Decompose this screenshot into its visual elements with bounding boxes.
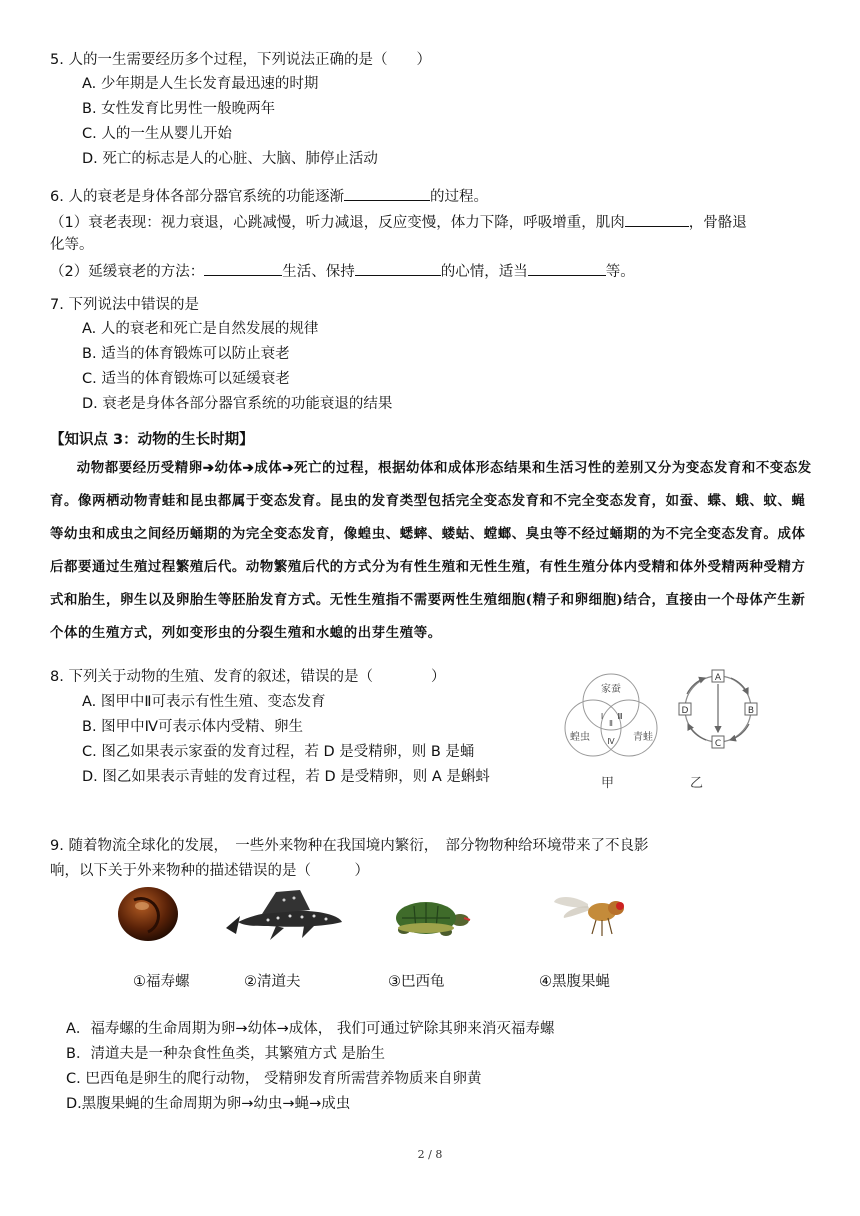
q6-line2-text-a: （2）延缓衰老的方法： [50, 264, 205, 280]
q5-option-d: D. 死亡的标志是人的心脏、大脑、肺停止活动 [82, 151, 378, 167]
venn-diagram [555, 668, 670, 768]
q7-option-b: B. 适当的体育锻炼可以防止衰老 [82, 346, 290, 362]
answer-blank [625, 211, 689, 227]
q7-option-a: A. 人的衰老和死亡是自然发展的规律 [82, 321, 319, 337]
q6-line2 [50, 260, 635, 282]
q8-stem: 8. 下列关于动物的生殖、发育的叙述，错误的是（ ） [50, 669, 446, 685]
caption-fruit-fly: ④黑腹果蝇 [539, 974, 610, 990]
q9-option-b: B．清道夫是一种杂食性鱼类，其繁殖方式 是胎生 [66, 1046, 386, 1062]
q8-option-c: C. 图乙如果表示家蚕的发育过程，若 D 是受精卵，则 B 是蛹 [82, 744, 475, 760]
red-eared-slider-turtle-image [384, 892, 472, 944]
venn-region-4: Ⅳ [607, 737, 615, 746]
caption-turtle: ③巴西龟 [388, 974, 445, 990]
pleco-fish-image [218, 886, 348, 946]
answer-blank [528, 260, 606, 276]
q8-option-a: A. 图甲中Ⅱ可表示有性生殖、变态发育 [82, 694, 326, 710]
q5-option-c: C. 人的一生从婴儿开始 [82, 126, 232, 142]
q5-stem: 5. 人的一生需要经历多个过程，下列说法正确的是（ ） [50, 52, 431, 68]
q9-option-c: C. 巴西龟是卵生的爬行动物， 受精卵发育所需营养物质来自卵黄 [66, 1071, 482, 1087]
fruit-fly-image [552, 884, 636, 944]
q8-option-d: D. 图乙如果表示青蛙的发育过程，若 D 是受精卵，则 A 是蝌蚪 [82, 769, 490, 785]
venn-region-2: Ⅱ [609, 719, 613, 728]
q6-stem [50, 185, 488, 207]
q7-option-d: D. 衰老是身体各部分器官系统的功能衰退的结果 [82, 396, 393, 412]
cycle-node-c: C [714, 739, 722, 749]
venn-label-right: 青蛙 [633, 732, 653, 743]
knowledge-point-title: 【知识点 3：动物的生长时期】 [50, 432, 254, 448]
caption-apple-snail: ①福寿螺 [133, 974, 190, 990]
q9-option-d: D.黑腹果蝇的生命周期为卵→幼虫→蝇→成虫 [66, 1096, 351, 1112]
cycle-node-d: D [681, 706, 689, 716]
apple-snail-image [112, 884, 182, 946]
q6-line1-text-a: （1）衰老表现：视力衰退，心跳减慢，听力减退，反应变慢，体力下降，呼吸增重，肌肉 [50, 215, 625, 231]
q6-line1-text-b: ，骨骼退 [688, 215, 747, 231]
venn-region-3: Ⅲ [617, 712, 623, 721]
q6-line2-text-c: 的心情，适当 [440, 264, 528, 280]
figure-label-yi: 乙 [690, 776, 704, 791]
q5-option-b: B. 女性发育比男性一般晚两年 [82, 101, 276, 117]
figure-label-jia: 甲 [601, 776, 615, 791]
q9-stem-line2: 响，以下关于外来物种的描述错误的是（ ） [50, 863, 369, 879]
venn-region-1: Ⅰ [600, 712, 604, 721]
answer-blank [344, 185, 430, 201]
q5-option-a: A. 少年期是人生长发育最迅速的时期 [82, 76, 319, 92]
q6-line1 [50, 211, 747, 233]
q6-stem-text-b: 的过程。 [429, 189, 488, 205]
q7-stem: 7. 下列说法中错误的是 [50, 297, 199, 313]
cycle-diagram [670, 666, 770, 766]
q8-option-b: B. 图甲中Ⅳ可表示体内受精、卵生 [82, 719, 304, 735]
cycle-node-b: B [747, 706, 755, 716]
venn-label-top: 家蚕 [601, 684, 621, 695]
q6-line1-cont: 化等。 [50, 237, 94, 253]
caption-pleco: ②清道夫 [244, 974, 301, 990]
page-number: 2 / 8 [417, 1148, 443, 1161]
q7-option-c: C. 适当的体育锻炼可以延缓衰老 [82, 371, 290, 387]
cycle-node-a: A [714, 673, 722, 683]
q6-line2-text-d: 等。 [605, 264, 635, 280]
q6-line2-text-b: 生活、保持 [282, 264, 355, 280]
q9-stem-line1: 9. 随着物流全球化的发展， 一些外来物种在我国境内繁衍， 部分物物种给环境带来了不良影 [50, 838, 649, 854]
q9-option-a: A．福寿螺的生命周期为卵→幼体→成体， 我们可通过铲除其卵来消灭福寿螺 [66, 1021, 555, 1037]
q6-stem-text-a: 6. 人的衰老是身体各部分器官系统的功能逐渐 [50, 189, 344, 205]
answer-blank [204, 260, 282, 276]
venn-label-left: 蝗虫 [570, 732, 590, 743]
answer-blank [355, 260, 441, 276]
knowledge-point-paragraph: 动物都要经历受精卵➔幼体➔成体➔死亡的过程，根据幼体和成体形态结果和生活习性的差别又分为变态发育和不变态发育。像两栖动物青蛙和昆虫都属于变态发育。昆虫的发育类型包括完全变态发育和不完全变态发育，如蚕、蝶、蛾、蚊、蝇等幼虫和成虫之间经历蛹期的为完全变态发育，像蝗虫、蟋蟀、蝼蛄、螳螂、臭虫等不经过蛹期的为不完全变态发育。成体后都要通过生殖过程繁殖后代。动物繁殖后代的方式分为有性生殖和无性生殖，有性生殖分体内受精和体外受精两种受精方式和胎生，卵生以及卵胎生等胚胎发育方式。无性生殖指不需要两性生殖细胞(精子和卵细胞)结合，直接由一个母体产生新个体的生殖方式，列如变形虫的分裂生殖和水螅的出芽生殖等。 [50, 460, 812, 641]
